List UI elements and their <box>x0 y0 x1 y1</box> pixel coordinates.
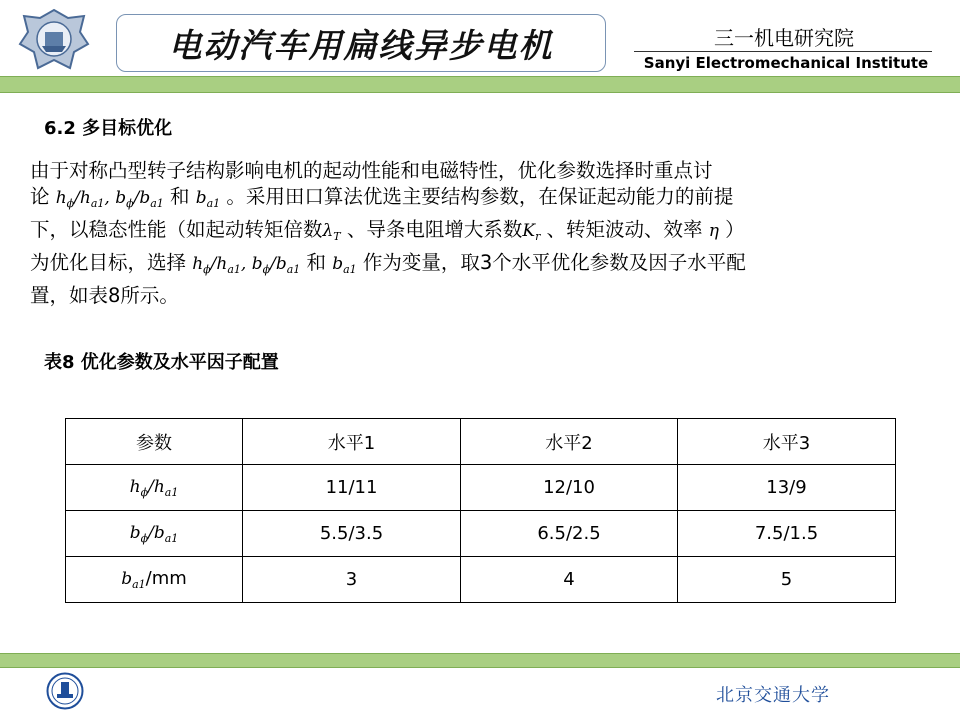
formula-lambda-t: $\lambda_T$ <box>322 221 341 243</box>
table-cell: 4 <box>461 557 678 603</box>
paragraph-line-2: 论 $h_\phi/h_{a1}$, $b_\phi/b_{a1}$ 和 $b_{a1}$ 。采用田口算法优选主要结构参数，在保证起动能力的前提 <box>30 185 734 210</box>
body-paragraph <box>30 158 940 309</box>
header-band <box>0 76 960 93</box>
table-cell: 6.5/2.5 <box>461 511 678 557</box>
formula-h-ratio: $h_\phi/h_{a1}$, $b_\phi/b_{a1}$ <box>192 254 301 276</box>
table-cell: 3 <box>243 557 461 603</box>
formula-k-r: $K_r$ <box>522 221 541 243</box>
formula-h-ratio: $h_\phi/h_{a1}$, $b_\phi/b_{a1}$ <box>55 188 164 210</box>
formula-b-a1: $b_{a1}$ <box>195 188 221 210</box>
header-divider <box>634 51 932 52</box>
table-cell: 11/11 <box>243 465 461 511</box>
table-cell: 13/9 <box>678 465 896 511</box>
table-header-cell: 水平2 <box>461 419 678 465</box>
paragraph-line-1: 由于对称凸型转子结构影响电机的起动性能和电磁特性，优化参数选择时重点讨 <box>30 159 713 182</box>
university-crest-icon <box>46 672 84 710</box>
formula-b-a1: $b_{a1}$ <box>332 254 357 276</box>
paragraph-line-4: 为优化目标，选择 $h_\phi/h_{a1}$, $b_\phi/b_{a1}$ 和 $b_{a1}$ 作为变量，取3个水平优化参数及因子水平配 <box>30 251 746 276</box>
table-header-cell: 参数 <box>66 419 243 465</box>
row-label-cell: $b_{a1}/mm$ <box>66 557 243 603</box>
university-name: 北京交通大学 <box>716 685 830 706</box>
table-cell: 12/10 <box>461 465 678 511</box>
table-caption: 表8 优化参数及水平因子配置 <box>44 352 279 373</box>
section-heading: 6.2 多目标优化 <box>44 118 173 139</box>
table-cell: 7.5/1.5 <box>678 511 896 557</box>
paragraph-line-3: 下，以稳态性能（如起动转矩倍数$\lambda_T$ 、导条电阻增大系数$K_r$ 、转矩波动、效率 η ） <box>30 218 745 243</box>
table-header-cell: 水平1 <box>243 419 461 465</box>
slide-title-box <box>116 14 606 72</box>
table-row <box>66 557 896 603</box>
row-label-cell: $b_\phi/b_{a1}$ <box>66 511 243 557</box>
footer-band <box>0 653 960 668</box>
row-label-cell: $h_\phi/h_{a1}$ <box>66 465 243 511</box>
paragraph-line-5: 置，如表8所示。 <box>30 284 179 307</box>
table-header-cell: 水平3 <box>678 419 896 465</box>
table-header-row <box>66 419 896 465</box>
institute-name-cn: 三一机电研究院 <box>714 26 854 50</box>
table-cell: 5.5/3.5 <box>243 511 461 557</box>
institute-logo-icon <box>18 8 90 70</box>
slide-title: 电动汽车用扁线异步电机 <box>168 25 554 65</box>
parameter-table <box>65 418 896 603</box>
formula-eta: η <box>708 221 719 241</box>
table-row <box>66 465 896 511</box>
table-row <box>66 511 896 557</box>
table-cell: 5 <box>678 557 896 603</box>
institute-name-en: Sanyi Electromechanical Institute <box>643 54 929 72</box>
